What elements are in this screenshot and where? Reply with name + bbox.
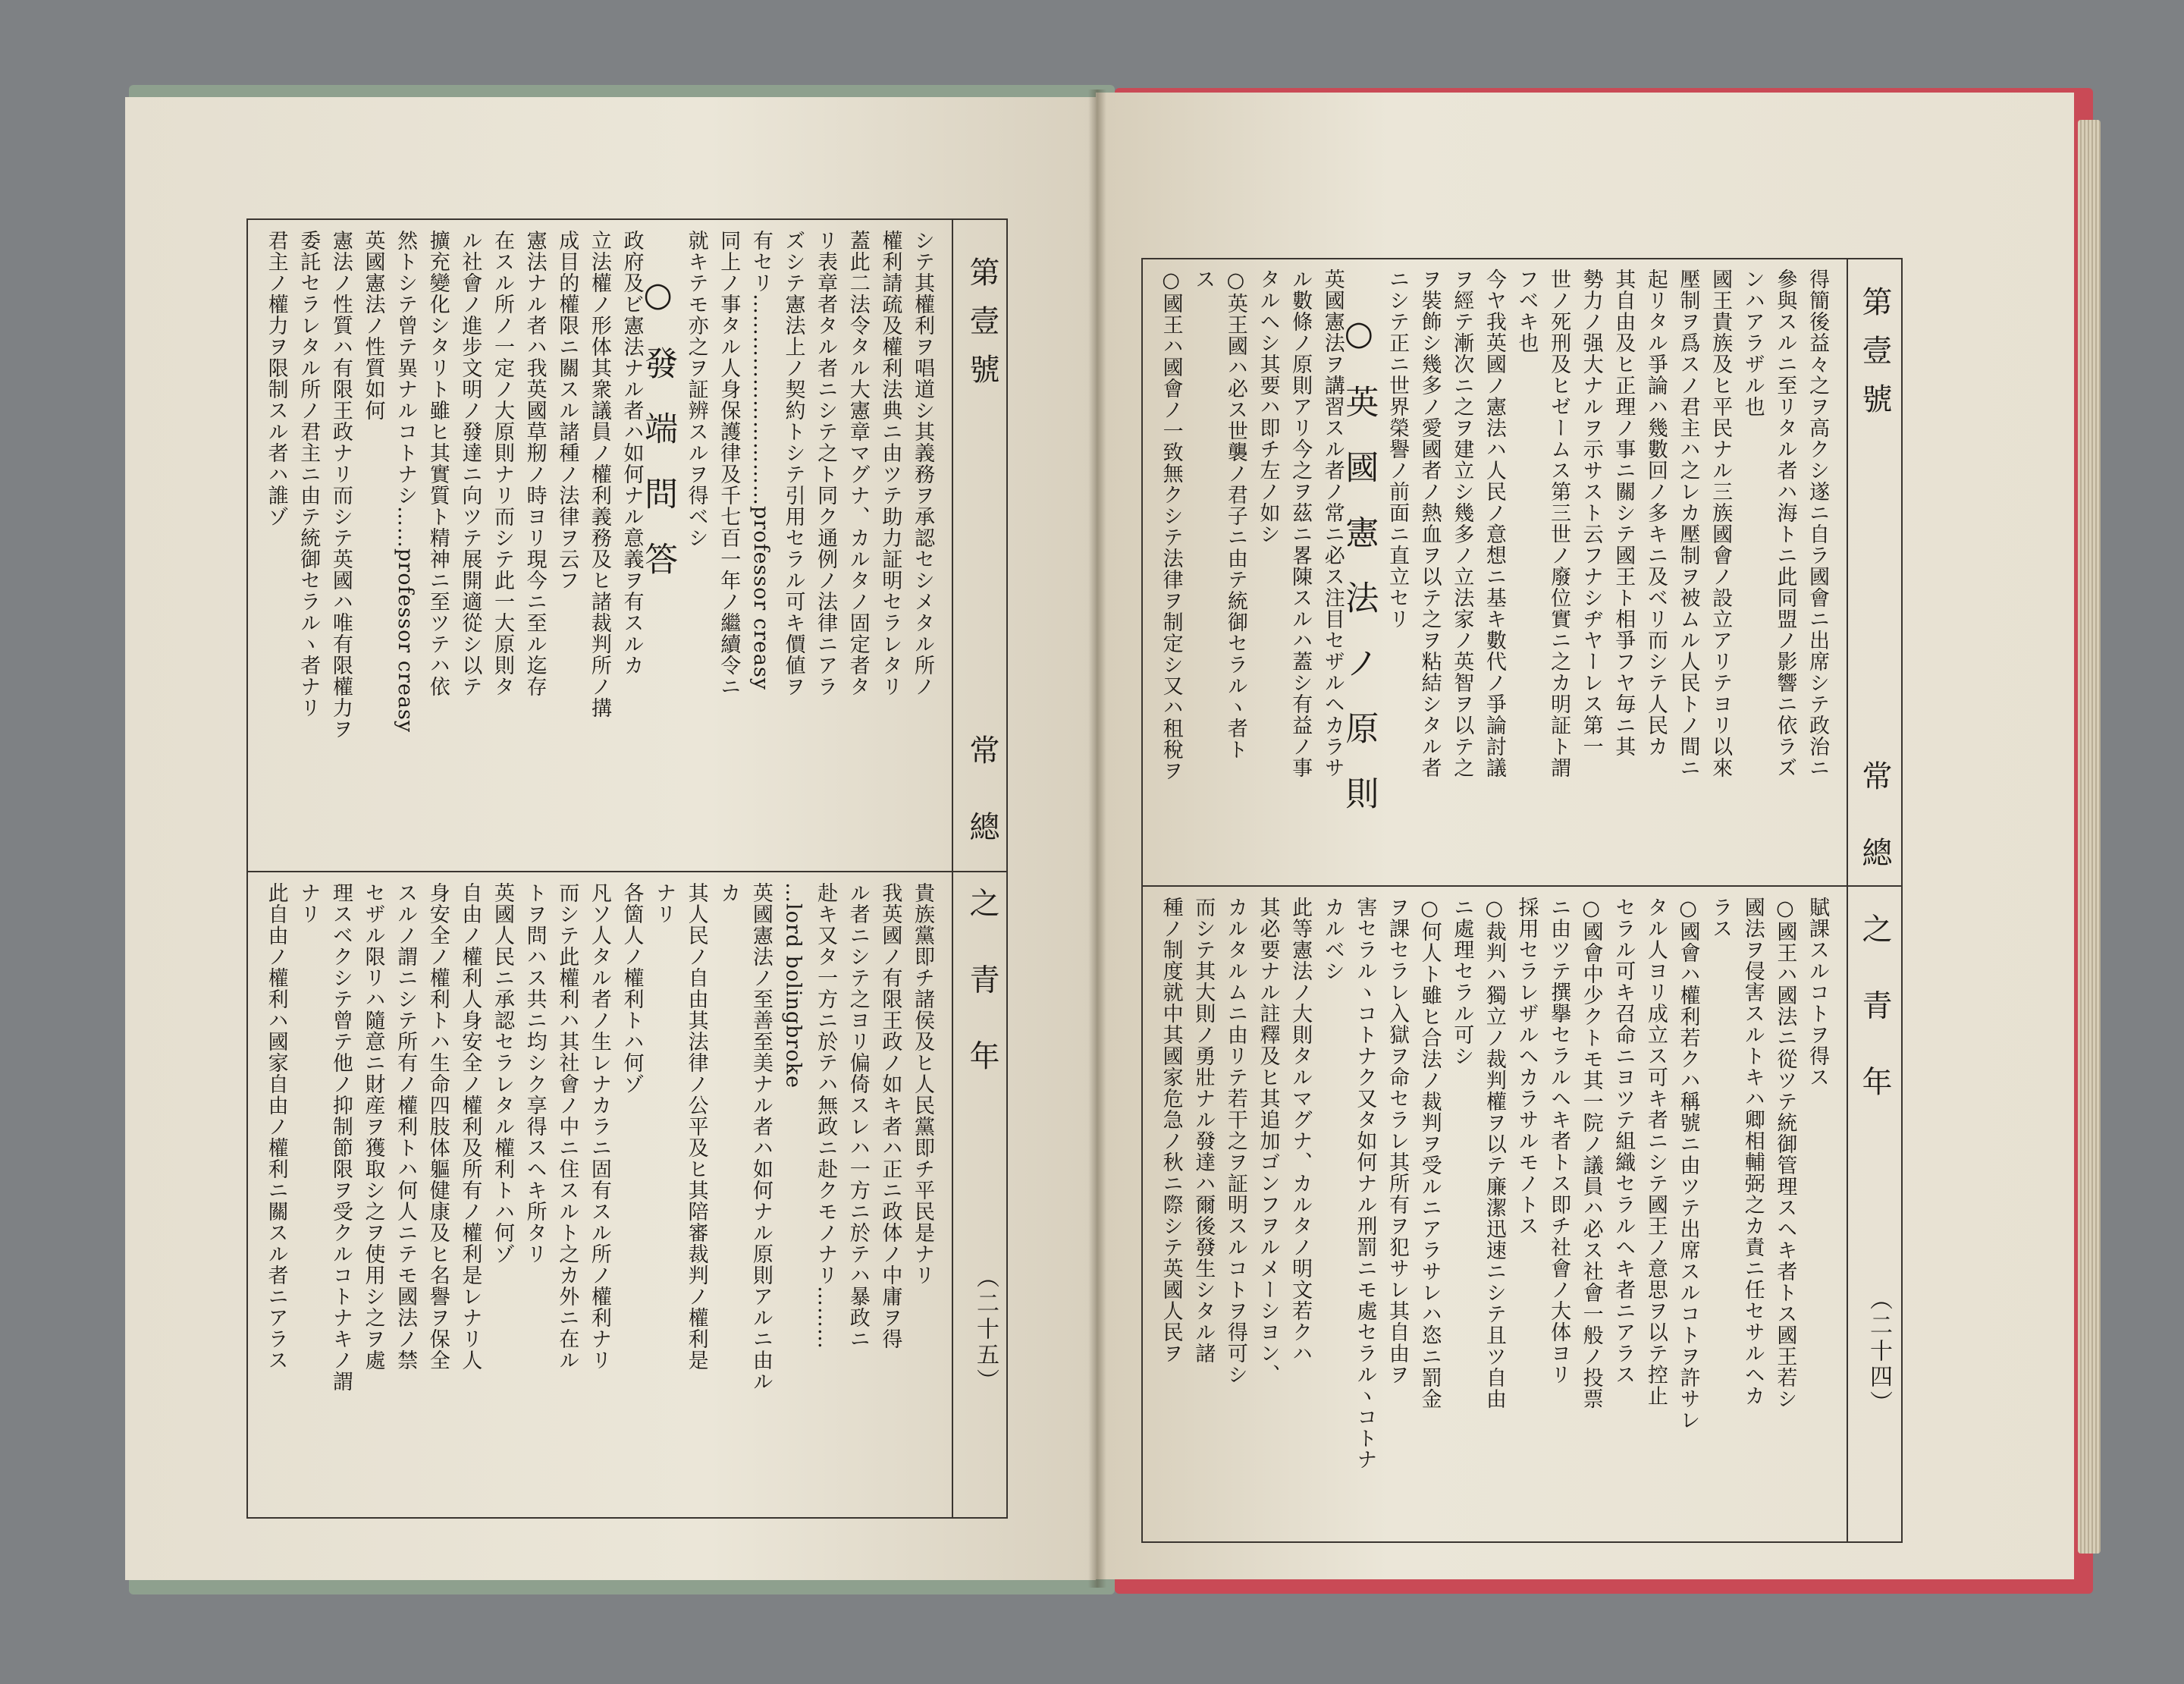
text-column: セラル可キ召命ニヨツテ組織セラルヘキ者ニアラス — [1611, 897, 1636, 1385]
text-column: リ表章者タル者ニシテ之ト同ク通例ノ法律ニアラ — [814, 230, 838, 697]
text-column: 國王貴族及ヒ平民ナル三族國會ノ設立アリテヨリ以來 — [1709, 269, 1733, 778]
text-column: 在スル所ノ一定ノ大原則ナリ而シテ此一大原則タ — [490, 230, 514, 697]
text-column: 各箇人ノ權利トハ何ゾ — [620, 882, 644, 1095]
text-column: 而シテ此權利ハ其社會ノ中ニ住スルト之カ外ニ在ル — [555, 882, 579, 1371]
text-column: ニシテ正ニ世界榮譽ノ前面ニ直立セリ — [1385, 269, 1409, 630]
left-upper-text — [260, 230, 939, 863]
right-page — [1096, 93, 2074, 1579]
text-column: 凡ソ人タル者ノ生レナカラニ固有スル所ノ權利ナリ — [587, 882, 611, 1371]
left-header-rule — [952, 218, 953, 1517]
text-column: 英國憲法ヲ講習スル者ノ常ニ必ス注目セザルヘカラサ — [1320, 269, 1345, 778]
text-column: 害セラルヽコトナク又タ如何ナル刑罰ニモ處セラルヽコトナ — [1353, 897, 1377, 1470]
text-column: フベキ也 — [1514, 269, 1539, 353]
right-divider — [1141, 885, 1901, 887]
text-column: ヲ課セラレ入獄ヲ命セラレ其所有ヲ犯サレ其自由ヲ — [1385, 897, 1409, 1385]
text-column: カルベシ — [1320, 897, 1345, 982]
text-column: 理スベクシテ曾テ他ノ抑制節限ヲ受クルコトナキノ謂 — [328, 882, 353, 1392]
text-column: タルヘシ其要ハ即チ左ノ如シ — [1256, 269, 1280, 545]
text-column: 其自由及ヒ正理ノ事ニ關シテ國王ト相爭フヤ毎ニ其 — [1611, 269, 1636, 757]
text-column: 蓋此二法令タル大憲章マグナ、カルタノ固定者タ — [846, 230, 870, 697]
text-column: ○國王ハ國會ノ一致無クシテ法律ヲ制定シ又ハ租稅ヲ — [1159, 269, 1183, 781]
text-column: ○英王國ハ必ス世襲ノ君子ニ由テ統御セラルヽ者ト — [1223, 269, 1247, 760]
text-column: 成目的權限ニ關スル諸種ノ法律ヲ云フ — [555, 230, 579, 591]
text-column: 立法權ノ形体其衆議員ノ權利義務及ヒ諸裁判所ノ搆 — [587, 230, 611, 718]
text-column: ○裁判ハ獨立ノ裁判權ヲ以テ廉潔迅速ニシテ且ツ自由 — [1482, 897, 1506, 1409]
text-column: 其人民ノ自由其法律ノ公平及ヒ其陪審裁判ノ權利是 — [684, 882, 708, 1371]
left-page — [125, 97, 1096, 1580]
text-column: カ — [717, 882, 741, 903]
text-column: …lord bolingbroke — [781, 882, 805, 1089]
text-column: 憲法ノ性質ハ有限王政ナリ而シテ英國ハ唯有限權力ヲ — [328, 230, 353, 740]
text-column: 身安全ノ權利トハ生命四肢体軀健康及ヒ名譽ヲ保全 — [425, 882, 450, 1371]
text-column: 此自由ノ權利ハ國家自由ノ權利ニ關スル者ニアラス — [264, 882, 288, 1371]
text-column: 勢力ノ强大ナルヲ示サスト云フナシヂヤーレス第一 — [1579, 269, 1603, 757]
text-column: 採用セラレザルヘカラサルモノトス — [1514, 897, 1539, 1236]
text-column: ラス — [1709, 897, 1733, 939]
text-column: ニ由ツテ撰擧セラルヘキ者トス即チ社會ノ大体ヨリ — [1547, 897, 1571, 1385]
right-header-issue: 第壹號 — [1857, 286, 1892, 432]
text-column: タル人ヨリ成立ス可キ者ニシテ國王ノ意思ヲ以テ控止 — [1643, 897, 1668, 1406]
text-column: ニ處理セラル可シ — [1450, 897, 1474, 1067]
book-gutter — [1088, 90, 1106, 1588]
right-header-title: 常 總 之 青 年 — [1857, 760, 1892, 1114]
text-column: ル數條ノ原則アリ今之ヲ茲ニ畧陳スルハ蓋シ有益ノ事 — [1288, 269, 1313, 778]
text-column: シテ其權利ヲ唱道シ其義務ヲ承認セシメタル所ノ — [911, 230, 934, 697]
text-column: 賦課スルコトヲ得ス — [1806, 897, 1829, 1088]
text-column: 其必要ナル註釋及ヒ其追加ゴンフヲルメーシヨン、 — [1256, 897, 1280, 1385]
text-column: ナリ — [297, 882, 321, 925]
text-column: 委託セラレタル所ノ君主ニ由テ統御セラルヽ者ナリ — [297, 230, 321, 718]
text-column: 世ノ死刑及ヒゼームス第三世ノ廢位實ニ之カ明証ト謂 — [1547, 269, 1571, 778]
left-header-issue: 第壹號 — [965, 256, 999, 402]
text-column: 我英國ノ有限王政ノ如キ者ハ正ニ政体ノ中庸ヲ得 — [878, 882, 902, 1349]
text-column: 得簡後益々之ヲ高クシ遂ニ自ラ國會ニ出席シテ政治ニ — [1806, 269, 1829, 778]
text-column: 參與スルニ至リタル者ハ海トニ此同盟ノ影響ニ依ラズ — [1773, 269, 1797, 778]
text-column: 君主ノ權力ヲ限制スル者ハ誰ゾ — [264, 230, 288, 527]
text-column: カルタルムニ由リテ若干之ヲ証明スルコトヲ得可シ — [1223, 897, 1247, 1385]
text-column: 壓制ヲ爲スノ君主ハ之レカ壓制ヲ被ムル人民トノ間ニ — [1676, 269, 1700, 778]
text-column: ○國會中少クトモ其一院ノ議員ハ必ス社會一般ノ投票 — [1579, 897, 1603, 1409]
text-column: ンハアラザル也 — [1740, 269, 1765, 417]
text-column: 此等憲法ノ大則タルマグナ、カルタノ明文若クハ — [1288, 897, 1313, 1364]
text-column: 自由ノ權利人身安全ノ權利及所有ノ權利是レナリ人 — [458, 882, 482, 1371]
text-column: ○何人ト雖ヒ合法ノ裁判ヲ受ルニアラサレハ恣ニ罰金 — [1417, 897, 1442, 1409]
right-lower-text — [1155, 897, 1834, 1534]
text-column: 英國人民ニ承認セラレタル權利トハ何ゾ — [490, 882, 514, 1265]
text-column: スルノ謂ニシテ所有ノ權利トハ何人ニテモ國法ノ禁 — [394, 882, 418, 1371]
text-column: ○ 發 端 問 答 — [639, 275, 678, 586]
text-column: 政府及ビ憲法ナル者ハ如何ナル意義ヲ有スルカ — [620, 230, 644, 676]
text-column: 種ノ制度就中其國家危急ノ秋ニ際シテ英國人民ヲ — [1159, 897, 1183, 1364]
text-column: 有セリ…………………………professor creasy — [748, 230, 773, 691]
left-page-number: （二十五） — [972, 1265, 999, 1394]
text-column: 英國憲法ノ性質如何 — [361, 230, 385, 421]
text-column: ヲ裝飾シ幾多ノ愛國者ノ熱血ヲ以テ之ヲ粘結シタル者 — [1417, 269, 1442, 778]
text-column: ル者ニシテ之ヨリ偏倚スレハ一方ニ於テハ暴政ニ — [846, 882, 870, 1349]
text-column: 擴充變化シタリト雖ヒ其實質ト精神ニ至ツテハ依 — [425, 230, 450, 697]
text-column: セザル限リハ隨意ニ財産ヲ獲取シ之ヲ使用シ之ヲ處 — [361, 882, 385, 1371]
page-edges — [2078, 120, 2101, 1554]
text-column: ス — [1191, 269, 1216, 290]
text-column: 同上ノ事タル人身保護律及千七百一年ノ繼續令ニ — [717, 230, 741, 697]
text-column: ズシテ憲法上ノ契約トシテ引用セラル可キ價値ヲ — [781, 230, 805, 697]
text-column: 赴キ又タ一方ニ於テハ無政ニ赴クモノナリ……… — [814, 882, 838, 1349]
text-column: 今ヤ我英國ノ憲法ハ人民ノ意想ニ基キ數代ノ爭論討議 — [1482, 269, 1506, 778]
text-column: ル社會ノ進步文明ノ發達ニ向ツテ展開適從シ以テ — [458, 230, 482, 697]
text-column: ヲ經テ漸次ニ之ヲ建立シ幾多ノ立法家ノ英智ヲ以テ之 — [1450, 269, 1474, 778]
left-header-title: 常 總 之 青 年 — [965, 734, 999, 1089]
text-column: 然トシテ曾テ異ナルコトナシ……professor creasy — [394, 230, 418, 734]
text-column: ○ 英 國 憲 法 ノ 原 則 — [1339, 314, 1379, 820]
right-upper-text — [1155, 269, 1834, 875]
text-column: 國法ヲ侵害スルトキハ卿相輔弼之カ責ニ任セサルヘカ — [1740, 897, 1765, 1406]
open-book — [114, 90, 2085, 1588]
text-column: ○國王ハ國法ニ從ツテ統御管理スヘキ者トス國王若シ — [1773, 897, 1797, 1409]
right-page-number: （二十四） — [1866, 1287, 1892, 1416]
text-column: 起リタル爭論ハ幾數回ノ多キニ及ベリ而シテ人民カ — [1643, 269, 1668, 757]
right-header-rule — [1847, 258, 1848, 1541]
text-column: 就キテモ亦之ヲ証辨スルヲ得ベシ — [684, 230, 708, 548]
text-column: 英國憲法ノ至善至美ナル者ハ如何ナル原則アルニ由ル — [748, 882, 773, 1392]
text-column: ナリ — [652, 882, 676, 925]
text-column: 貴族黨即チ諸侯及ヒ人民黨即チ平民是ナリ — [911, 882, 934, 1286]
text-column: 憲法ナル者ハ我英國草剏ノ時ヨリ現今ニ至ル迄存 — [522, 230, 547, 697]
text-column: トヲ問ハス共ニ均シク享得スヘキ所タリ — [522, 882, 547, 1265]
left-lower-text — [260, 882, 939, 1512]
text-column: ○國會ハ權利若クハ稱號ニ由ツテ出席スルコトヲ許サレ — [1676, 897, 1700, 1431]
left-divider — [246, 871, 1006, 872]
text-column: 權利請疏及權利法典ニ由ツテ助力証明セラレタリ — [878, 230, 902, 697]
text-column: 而シテ其大則ノ勇壯ナル發達ハ爾後發生シタル諸 — [1191, 897, 1216, 1364]
